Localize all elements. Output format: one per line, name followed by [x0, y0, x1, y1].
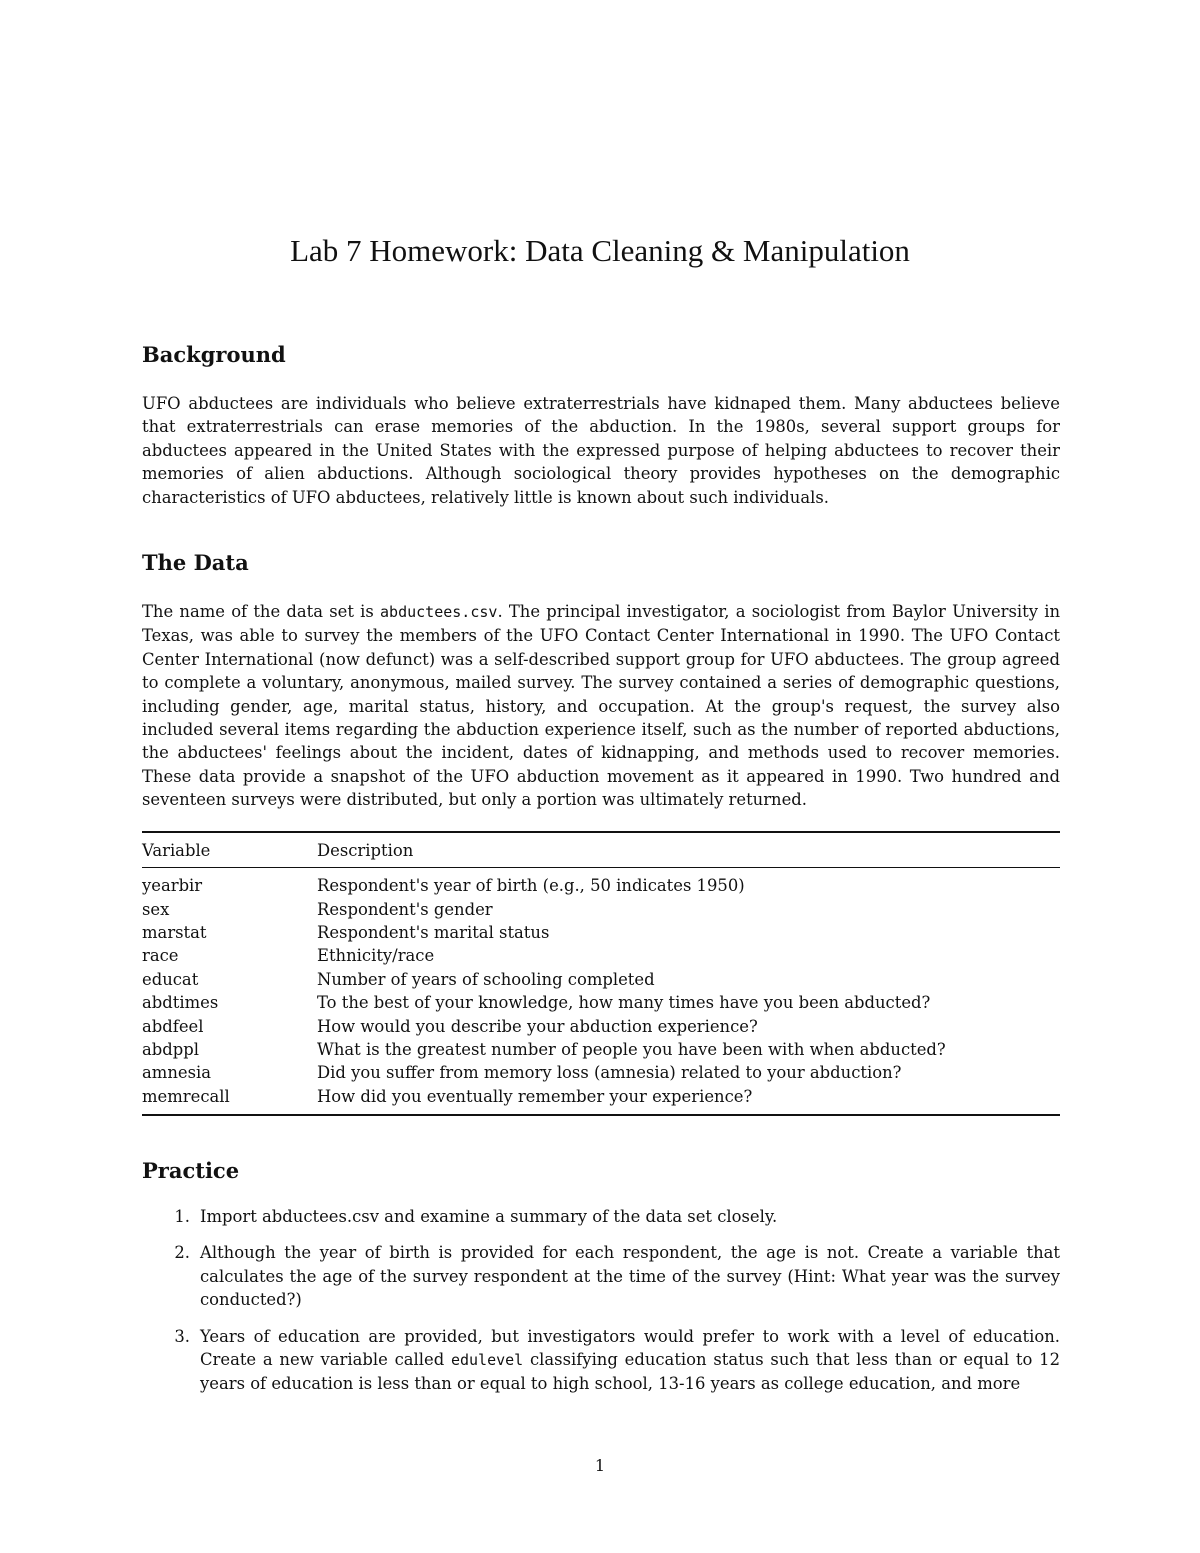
- variable-name: sex: [142, 899, 170, 919]
- item-text: [190, 1325, 1060, 1396]
- variable-name: memrecall: [142, 1086, 230, 1106]
- table-row: [142, 991, 1060, 1014]
- table-row: [142, 944, 1060, 967]
- variable-description: How did you eventually remember your experience?: [317, 1086, 753, 1106]
- item-text: Although the year of birth is provided for each respondent, the age is not. Create a variable that calculates the age of the survey respondent at the time of the survey (Hint: What year was the survey conducted?): [200, 1243, 1060, 1310]
- item-number: 1.: [174, 1207, 190, 1226]
- data-text-before-file: The name of the data set is: [142, 602, 381, 621]
- data-file-name: abductees.csv: [380, 603, 498, 621]
- header-description: Description: [317, 840, 414, 860]
- variable-name: abdtimes: [142, 993, 219, 1013]
- table-row: [142, 1085, 1060, 1108]
- table-row: [142, 1038, 1060, 1061]
- list-item: [142, 1205, 1060, 1228]
- item-text-before-code: Years of education are provided, but investigators would prefer to work with a level of education. Create a new variable called: [200, 1326, 1060, 1370]
- table-row: [142, 968, 1060, 991]
- item-number: 3.: [174, 1326, 190, 1346]
- variable-description: Respondent's marital status: [317, 922, 550, 942]
- table-row: [142, 897, 1060, 920]
- variable-description: What is the greatest number of people you have been with when abducted?: [317, 1039, 946, 1059]
- item-text-after-code: classifying education status such that less than or equal to 12 years of education is less than or equal to high school, 13-16 years as college education, and more: [200, 1350, 1061, 1394]
- table-row: [142, 874, 1060, 897]
- variable-description: Number of years of schooling completed: [317, 969, 655, 989]
- variable-description: To the best of your knowledge, how many times have you been abducted?: [317, 993, 931, 1013]
- variable-description: Did you suffer from memory loss (amnesia) related to your abduction?: [317, 1063, 902, 1083]
- item-text: Import abductees.csv and examine a summary of the data set closely.: [200, 1207, 778, 1226]
- list-item: [142, 1325, 1060, 1396]
- code-edulevel: edulevel: [450, 1351, 524, 1370]
- variable-description: Ethnicity/race: [317, 946, 435, 966]
- background-heading: Background: [142, 342, 286, 367]
- list-item: [142, 1241, 1060, 1311]
- item-number: 2.: [174, 1243, 190, 1263]
- variable-table: [142, 831, 1060, 1116]
- variable-name: abdppl: [142, 1039, 199, 1059]
- variable-name: abdfeel: [142, 1016, 204, 1036]
- practice-heading: Practice: [142, 1158, 240, 1183]
- variable-description: Respondent's year of birth (e.g., 50 indicates 1950): [317, 876, 745, 896]
- table-body: [142, 868, 1060, 1114]
- variable-name: amnesia: [142, 1063, 211, 1083]
- data-text-after-file: . The principal investigator, a sociologist from Baylor University in Texas, was able to survey the members of the UFO Contact Center International in 1990. The UFO Contact Center International (now defunct) was a self-described support group for UFO abductees. The group agreed to complete a voluntary, anonymous, mailed survey. The survey contained a series of demographic questions, including gender, age, marital status, history, and occupation. At the group's request, the survey also included several items regarding the abduction experience itself, such as the number of reported abductions, the abductees' feelings about the incident, dates of kidnapping, and methods used to recover memories. These data provide a snapshot of the UFO abduction movement as it appeared in 1990. Two hundred and seventeen surveys were distributed, but only a portion was ultimately returned.: [142, 602, 1061, 810]
- page-number: 1: [594, 1456, 606, 1475]
- table-row: [142, 1061, 1060, 1084]
- variable-description: Respondent's gender: [317, 899, 493, 919]
- variable-name: race: [142, 946, 179, 966]
- variable-name: marstat: [142, 922, 207, 942]
- table-header: [142, 833, 1060, 868]
- data-heading: The Data: [142, 550, 249, 575]
- variable-description: How would you describe your abduction experience?: [317, 1016, 758, 1036]
- variable-name: yearbir: [142, 876, 203, 896]
- table-row: [142, 921, 1060, 944]
- background-paragraph: UFO abductees are individuals who believe extraterrestrials have kidnaped them. Many abductees believe that extraterrestrials can erase memories of the abduction. In the 1980s, several support groups for abductees appeared in the United States with the expressed purpose of helping abductees to recover their memories of alien abductions. Although sociological theory provides hypotheses on the demographic characteristics of UFO abductees, relatively little is known about such individuals.: [142, 394, 1060, 507]
- data-paragraph: [142, 600, 1060, 812]
- header-variable: Variable: [142, 840, 211, 860]
- practice-list: [142, 1205, 1060, 1409]
- table-row: [142, 1014, 1060, 1037]
- variable-name: educat: [142, 969, 199, 989]
- page-title: Lab 7 Homework: Data Cleaning & Manipulation: [290, 232, 910, 268]
